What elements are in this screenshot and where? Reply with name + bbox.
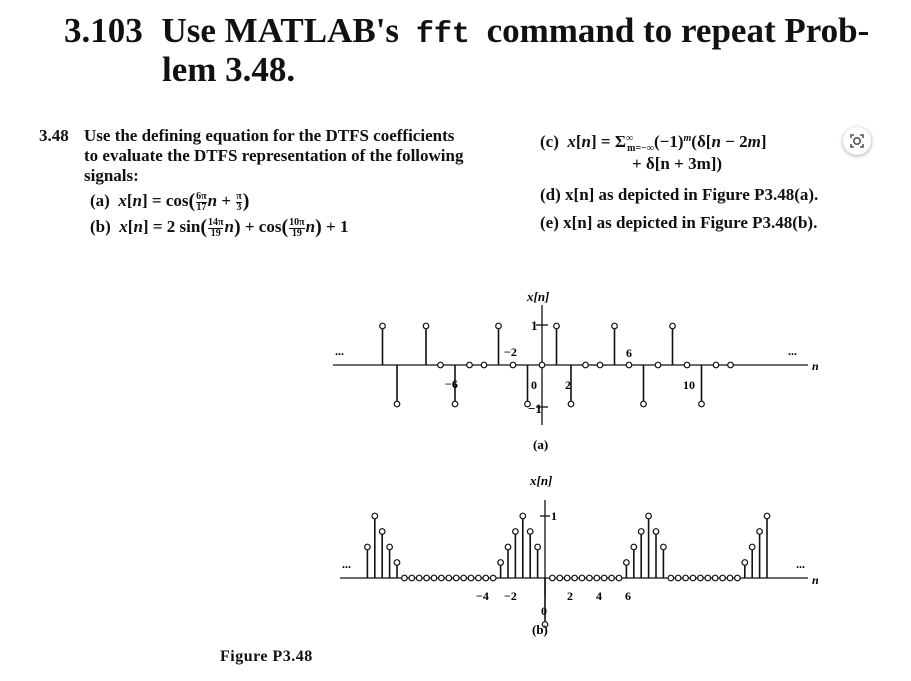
figure-a-sample-point [423, 323, 429, 329]
figure-b-sample-point [609, 575, 615, 581]
figure-a-tick-label-2: 2 [565, 378, 571, 392]
figure-b-sample-point [379, 529, 385, 535]
figure-b-tick-label-0: 0 [541, 604, 547, 618]
figure-b-sample-point [616, 575, 622, 581]
figure-b-sample-point [513, 529, 519, 535]
figure-a-sample-point [641, 401, 647, 407]
figure-a-tick-label-m6: −6 [445, 377, 458, 391]
intro-line-2: to evaluate the DTFS representation of the following [84, 146, 464, 165]
figure-b-sample-point [727, 575, 733, 581]
part-b: (b) x[n] = 2 sin( $\frac{14\pi}{19}$ n) + cos( $\frac{10\pi}{19}$ n) + 1 [90, 216, 349, 239]
figure-a-tick-label-10: 10 [683, 378, 695, 392]
figure-a-sample-point [452, 401, 458, 407]
figure-b-sample-point [735, 575, 741, 581]
figure-a-sample-point [539, 362, 545, 368]
intro-line-3: signals: [84, 166, 139, 185]
title-text-after: command to repeat Prob- [486, 11, 870, 50]
figure-b-sample-point [535, 544, 541, 550]
figure-a-sample-point [394, 401, 400, 407]
figure-b-sample-point [638, 529, 644, 535]
problem-number: 3.103 [64, 11, 143, 50]
figure-b-sample-point [712, 575, 718, 581]
figure-b-ellipsis-left: ... [342, 557, 351, 571]
figure-b-sample-point [661, 544, 667, 550]
part-c-label: (c) [540, 132, 559, 151]
part-a: (a) x[n] = cos( $\frac{6\pi}{17}$ n + $\frac{\pi}{3}$ ) [90, 190, 250, 213]
figure-b-sample-point [757, 529, 763, 535]
figure-b [0, 470, 911, 640]
figure-a-sample-point [380, 323, 386, 329]
figure-b-sample-point [601, 575, 607, 581]
figure-b-sample-point [646, 513, 652, 519]
figure-b-sample-point [683, 575, 689, 581]
figure-b-sample-point [587, 575, 593, 581]
figure-b-sample-point [498, 560, 504, 566]
figure-b-sample-point [424, 575, 430, 581]
figure-b-sample-point [749, 544, 755, 550]
sum-lower-limit: m=−∞ [627, 143, 654, 154]
figure-a-tick-label-0: 0 [531, 378, 537, 392]
title-text: Use MATLAB's [161, 11, 400, 50]
figure-b-sample-point [416, 575, 422, 581]
figure-b-sample-point [675, 575, 681, 581]
lens-button[interactable] [843, 127, 871, 155]
figure-b-sample-point [764, 513, 770, 519]
frac-10pi-19: $\frac{10\pi}{19}$ [289, 216, 305, 239]
figure-a-sample-point [713, 362, 719, 368]
part-c-line2: + δ[n + 3m]) [632, 154, 723, 173]
figure-a-sample-point [699, 401, 705, 407]
figure-a-sample-point [583, 362, 589, 368]
part-c: (c) $x[n] = \Sigma^\infty_{m=-\infty}(-1)^m(\delta[n - 2m]$ [540, 132, 767, 154]
figure-b-sample-point [387, 544, 393, 550]
figure-b-sample-point [365, 544, 371, 550]
problem-title [64, 11, 869, 55]
figure-b-sample-point [594, 575, 600, 581]
figure-a-sample-point [496, 323, 502, 329]
figure-b-sample-point [476, 575, 482, 581]
part-a-label: (a) [90, 191, 110, 210]
figure-b-sample-point [431, 575, 437, 581]
frac-6pi-17: $\frac{6\pi}{17}$ [196, 190, 207, 213]
figure-a-sample-point [670, 323, 676, 329]
figure-b-sample-point [624, 560, 630, 566]
figure-b-sample-point [550, 575, 556, 581]
figure-b-nlabel: n [812, 573, 819, 587]
figure-a-sample-point [612, 323, 618, 329]
figure-a-sample-point [438, 362, 444, 368]
figure-b-sample-point [572, 575, 578, 581]
figure-a-sample-point [568, 401, 574, 407]
figure-b-sample-point [564, 575, 570, 581]
frac-pi-3: $\frac{\pi}{3}$ [236, 190, 242, 213]
part-e-text: x[n] as depicted in Figure P3.48(b). [563, 213, 818, 232]
figure-b-sample-point [483, 575, 489, 581]
figure-a-tick-label-m2: −2 [504, 345, 517, 359]
figure-a-nlabel: n [812, 359, 819, 373]
figure-a-ellipsis-right: ... [788, 344, 797, 358]
figure-b-ylabel: x[n] [530, 473, 553, 488]
figure-a-sample-point [655, 362, 661, 368]
figure-a-sample-point [554, 323, 560, 329]
figure-b-y1-label: 1 [551, 509, 557, 523]
figure-b-tick-label-4: 4 [596, 589, 602, 603]
figure-b-sublabel: (b) [532, 622, 548, 637]
figure-b-sample-point [520, 513, 526, 519]
figure-b-sample-point [402, 575, 408, 581]
figure-b-sample-point [453, 575, 459, 581]
figure-b-tick-label-m2: −2 [504, 589, 517, 603]
figure-b-sample-point [705, 575, 711, 581]
figure-b-sample-point [631, 544, 637, 550]
figure-b-tick-label-2: 2 [567, 589, 573, 603]
figure-a-sample-point [684, 362, 690, 368]
figure-b-ellipsis-right: ... [796, 557, 805, 571]
intro-line-1: Use the defining equation for the DTFS coefficients [84, 126, 455, 145]
figure-b-sample-point [446, 575, 452, 581]
figure-b-sample-point [527, 529, 533, 535]
figure-b-sample-point [668, 575, 674, 581]
figure-b-sample-point [579, 575, 585, 581]
figure-b-sample-point [742, 560, 748, 566]
figure-a-sample-point [481, 362, 487, 368]
figure-b-sample-point [372, 513, 378, 519]
figure-a-sample-point [626, 362, 632, 368]
figure-b-sample-point [439, 575, 445, 581]
subproblem-number: 3.48 [39, 126, 69, 145]
figure-a-sample-point [510, 362, 516, 368]
figure-a-sample-point [597, 362, 603, 368]
part-e [540, 213, 817, 233]
figure-b-sample-point [698, 575, 704, 581]
figure-b-sample-point [557, 575, 563, 581]
figure-a [0, 270, 911, 470]
figure-b-sample-point [461, 575, 467, 581]
figure-b-sample-point [394, 560, 400, 566]
figure-b-sample-point [720, 575, 726, 581]
figure-b-sample-point [409, 575, 415, 581]
figure-b-sample-point [653, 529, 659, 535]
figure-b-sample-point [490, 575, 496, 581]
figure-b-tick-label-m4: −4 [476, 589, 489, 603]
figure-b-sample-point [468, 575, 474, 581]
figure-caption: Figure P3.48 [220, 648, 313, 665]
part-d [540, 185, 818, 205]
frac-14pi-19: $\frac{14\pi}{19}$ [208, 216, 224, 239]
figure-a-sublabel: (a) [533, 437, 549, 452]
figure-a-ylabel: x[n] [527, 289, 550, 304]
part-b-label: (b) [90, 217, 111, 236]
figure-b-sample-point [690, 575, 696, 581]
figure-a-y1-label: 1 [531, 318, 538, 333]
figure-a-ym1-label: −1 [528, 401, 542, 416]
figure-a-ellipsis-left: ... [335, 344, 344, 358]
part-d-label: (d) [540, 185, 561, 204]
title-line2: lem 3.48. [162, 50, 296, 89]
figure-a-sample-point [467, 362, 473, 368]
part-d-text: x[n] as depicted in Figure P3.48(a). [565, 185, 819, 204]
part-e-label: (e) [540, 213, 559, 232]
figure-b-sample-point [505, 544, 511, 550]
lens-icon [843, 127, 871, 155]
figure-a-tick-label-6: 6 [626, 346, 632, 360]
figure-a-sample-point [728, 362, 734, 368]
figure-b-tick-label-6: 6 [625, 589, 631, 603]
fft-command: fft [415, 18, 470, 52]
sum-upper-limit: ∞ [625, 133, 634, 144]
